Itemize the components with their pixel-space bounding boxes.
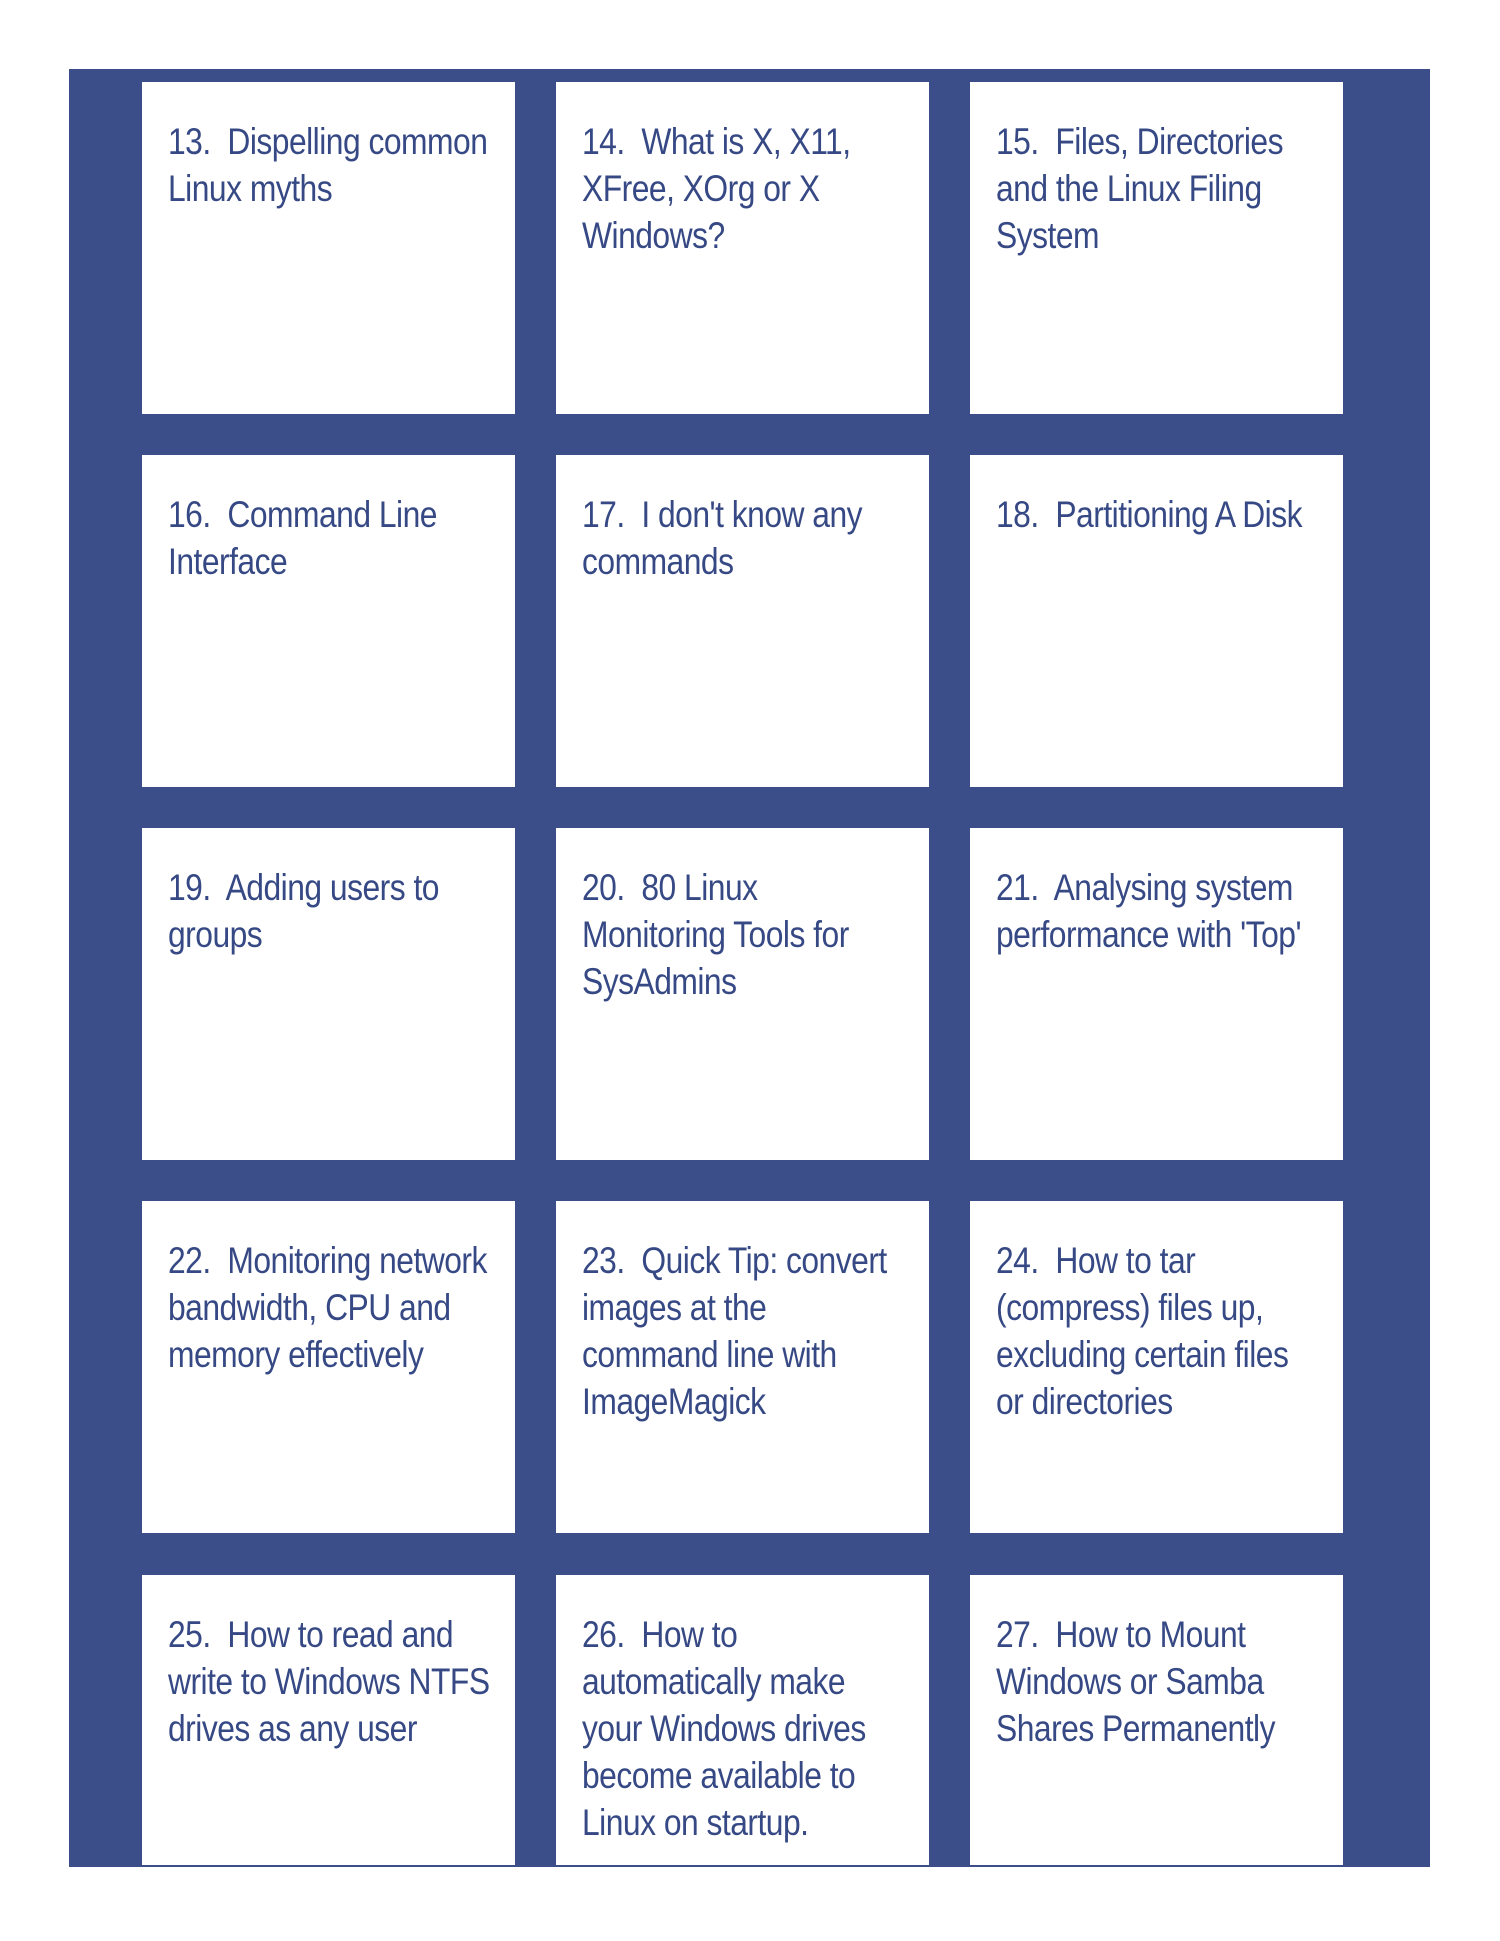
card-title: Command Line Interface — [168, 494, 437, 582]
card-label — [996, 1237, 1323, 1425]
card-label — [582, 1611, 909, 1846]
card-label — [168, 864, 495, 958]
card-19[interactable] — [142, 828, 515, 1160]
card-title: How to Mount Windows or Samba Shares Permanently — [996, 1614, 1276, 1749]
card-title: 80 Linux Monitoring Tools for SysAdmins — [582, 867, 849, 1002]
card-15[interactable] — [970, 82, 1343, 414]
card-label — [996, 118, 1323, 259]
card-title: How to tar (compress) files up, excluding certain files or directories — [996, 1240, 1289, 1422]
card-number: 26. — [582, 1614, 625, 1655]
card-title: How to read and write to Windows NTFS drives as any user — [168, 1614, 490, 1749]
card-number: 21. — [996, 867, 1039, 908]
card-25[interactable] — [142, 1575, 515, 1865]
card-22[interactable] — [142, 1201, 515, 1533]
card-title: Quick Tip: convert images at the command line with ImageMagick — [582, 1240, 887, 1422]
card-label — [582, 118, 909, 259]
card-number: 23. — [582, 1240, 625, 1281]
card-title: Adding users to groups — [168, 867, 439, 955]
card-number: 22. — [168, 1240, 211, 1281]
card-14[interactable] — [556, 82, 929, 414]
card-16[interactable] — [142, 455, 515, 787]
card-title: Dispelling common Linux myths — [168, 121, 488, 209]
card-27[interactable] — [970, 1575, 1343, 1865]
card-number: 24. — [996, 1240, 1039, 1281]
card-title: What is X, X11, XFree, XOrg or X Windows? — [582, 121, 851, 256]
card-label — [996, 864, 1323, 958]
card-title: Monitoring network bandwidth, CPU and memory effectively — [168, 1240, 487, 1375]
card-title: How to automatically make your Windows drives become available to Linux on startup. — [582, 1614, 866, 1843]
card-number: 17. — [582, 494, 625, 535]
card-label — [582, 864, 909, 1005]
card-title: I don't know any commands — [582, 494, 863, 582]
card-title: Files, Directories and the Linux Filing System — [996, 121, 1283, 256]
card-label — [582, 491, 909, 585]
card-17[interactable] — [556, 455, 929, 787]
card-number: 16. — [168, 494, 211, 535]
card-26[interactable] — [556, 1575, 929, 1865]
card-number: 15. — [996, 121, 1039, 162]
card-label — [996, 1611, 1323, 1752]
card-24[interactable] — [970, 1201, 1343, 1533]
card-number: 19. — [168, 867, 211, 908]
card-23[interactable] — [556, 1201, 929, 1533]
card-title: Analysing system performance with 'Top' — [996, 867, 1302, 955]
card-label — [582, 1237, 909, 1425]
card-label — [168, 1237, 495, 1378]
card-18[interactable] — [970, 455, 1343, 787]
card-number: 20. — [582, 867, 625, 908]
card-label — [168, 1611, 495, 1752]
card-title: Partitioning A Disk — [1055, 494, 1303, 535]
card-21[interactable] — [970, 828, 1343, 1160]
card-label — [168, 118, 495, 212]
card-label — [168, 491, 495, 585]
card-number: 25. — [168, 1614, 211, 1655]
card-number: 18. — [996, 494, 1039, 535]
card-20[interactable] — [556, 828, 929, 1160]
card-number: 14. — [582, 121, 625, 162]
card-13[interactable] — [142, 82, 515, 414]
card-number: 13. — [168, 121, 211, 162]
card-label — [996, 491, 1323, 538]
card-number: 27. — [996, 1614, 1039, 1655]
